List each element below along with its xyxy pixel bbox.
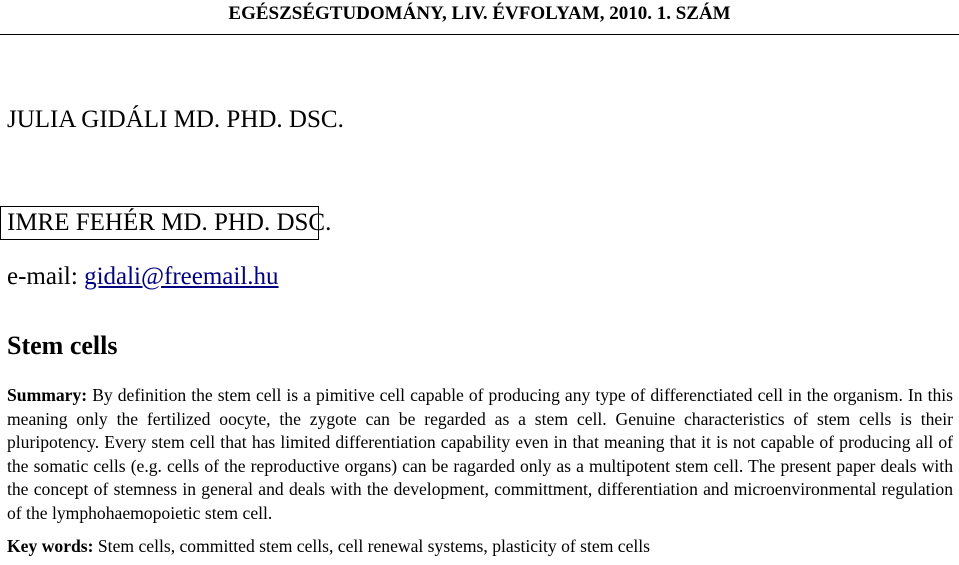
abstract-summary xyxy=(7,384,953,525)
summary-text: By definition the stem cell is a pimitive cell capable of producing any type of differenctiated cell in the organism. In this meaning only the fertilized oocyte, the zygote can be regarded as a stem cell. Genuine characteristics of stem cells is their pluripotency. Every stem cell that has limited differentiation capability even in that meaning that it is not capable of producing all of the somatic cells (e.g. cells of the reproductive organs) can be ragarded only as a multipotent stem cell. The present paper deals with the concept of stemness in general and deals with the development, committment, differentiation and microenvironmental regulation of the lymphohaemopoietic stem cell. xyxy=(7,385,953,523)
email-label: e-mail: xyxy=(7,263,85,290)
keywords-text: Stem cells, committed stem cells, cell renewal systems, plasticity of stem cells xyxy=(93,536,651,556)
email-line xyxy=(7,262,279,292)
author-1-name: JULIA GIDÁLI MD. PHD. DSC. xyxy=(7,106,344,133)
email-link[interactable]: gidali@freemail.hu xyxy=(84,263,279,290)
header-divider xyxy=(0,34,959,35)
journal-header: EGÉSZSÉGTUDOMÁNY, LIV. ÉVFOLYAM, 2010. 1. SZÁM xyxy=(228,3,731,24)
author-2 xyxy=(7,208,331,238)
keywords-label: Key words: xyxy=(7,536,94,556)
author-1 xyxy=(7,105,344,135)
keywords-line xyxy=(7,534,953,558)
summary-label: Summary: xyxy=(7,385,88,405)
article-title: Stem cells xyxy=(7,331,118,360)
author-2-name: IMRE FEHÉR MD. PHD. DSC. xyxy=(7,209,332,236)
